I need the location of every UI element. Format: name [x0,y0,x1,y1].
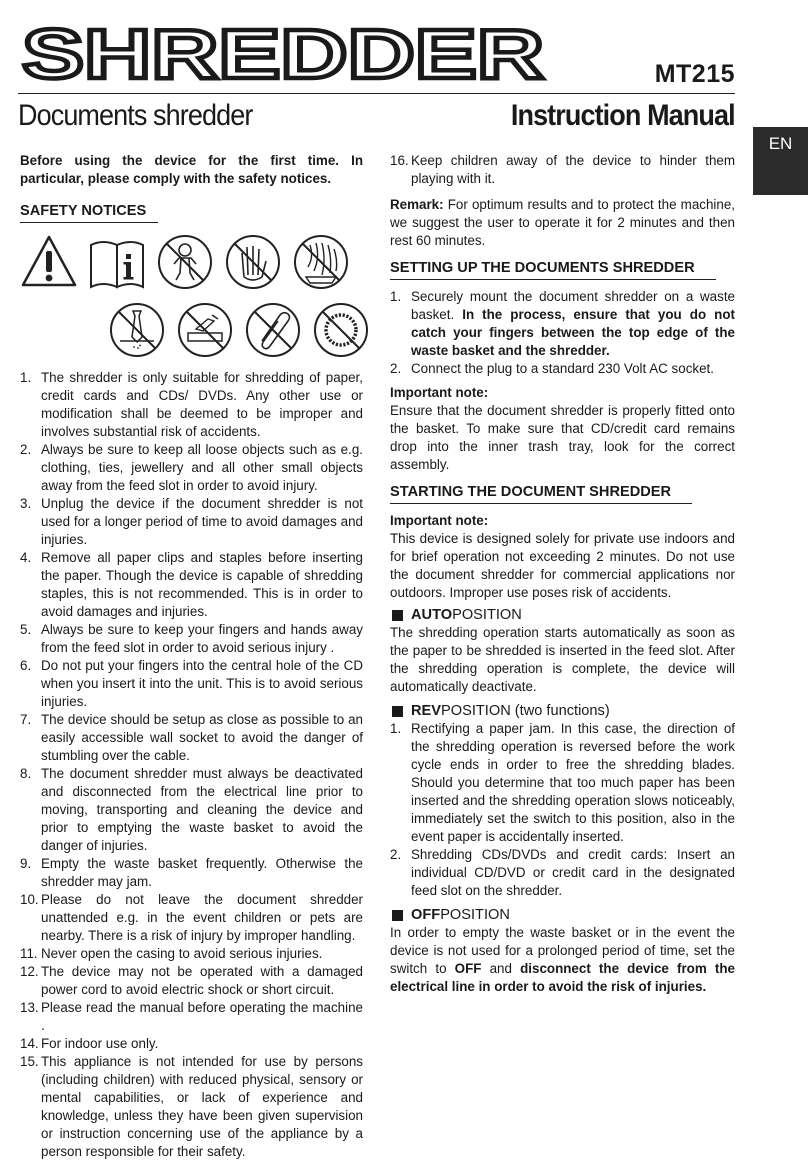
list-item: 5. Always be sure to keep your fingers and hands away from the feed slot in order to avoid serious injury . [20,622,363,655]
no-metal-objects-icon [176,301,234,359]
header-divider [18,93,735,94]
read-manual-icon [88,233,146,291]
list-item: 4. Remove all paper clips and staples before inserting the paper. Though the device is capable of shredding staples, this is not recommended. This is in order to avoid damages and injuries. [20,550,363,619]
setup-note-text: Ensure that the document shredder is properly fitted onto the basket. To make sure that CD/credit card remains drop into the inner trash tray, look for the correct assembly. [390,403,735,472]
auto-position-heading: AUTO POSITION [390,606,735,624]
language-tab: EN [753,127,808,195]
starting-note-label: Important note: [390,513,489,528]
list-item: 8. The document shredder must always be deactivated and disconnected from the electrical line prior to moving, transporting and cleaning the device and prior to emptying the waste basket to avoid the danger of injuries. [20,766,363,853]
auto-position-text: The shredding operation starts automatically as soon as the paper to be shredded is inserted in the feed slot. After the shredding operation is complete, the device will automatically deactivate. [390,625,735,694]
list-item: 1. Rectifying a paper jam. In this case, the direction of the shredding operation is reversed before the work cycle ends in order to free the shredding blades. Should you determine that too much paper has been inserted and the shredding operation slows noticeably, immediately set the switch to this position, also in the event paper is accidentally inserted. [390,721,735,844]
no-paper-clips-icon [244,301,302,359]
bullet-square-icon [392,610,403,621]
no-hair-icon [292,233,350,291]
right-column [390,152,735,996]
document-subtitle: Documents shredder [18,99,253,132]
list-item: 16. Keep children away of the device to hinder them playing with it. [390,153,735,186]
list-item: 9. Empty the waste basket frequently. Otherwise the shredder may jam. [20,856,363,889]
remark [390,196,735,250]
starting-heading: STARTING THE DOCUMENT SHREDDER [390,483,692,504]
list-item: 13. Please read the manual before operating the machine . [20,1000,363,1033]
list-item: 1. The shredder is only suitable for shredding of paper, credit cards and CDs/ DVDs. Any other use or modification shall be deemed to be improper and involves substantial risk of accidents. [20,370,363,439]
list-item: 1. Securely mount the document shredder on a waste basket. In the process, ensure that you do not catch your fingers between the top edge of the waste basket and the shredder. [390,289,735,358]
list-item: 6. Do not put your fingers into the central hole of the CD when you insert it into the unit. This is to avoid serious injuries. [20,658,363,709]
setup-list [390,288,735,378]
no-jewellery-icon [312,301,370,359]
no-hands-icon [224,233,282,291]
no-children-icon [156,233,214,291]
setup-heading: SETTING UP THE DOCUMENTS SHREDDER [390,259,716,280]
list-item: 2. Connect the plug to a standard 230 Volt AC socket. [390,361,714,376]
list-item: 15. This appliance is not intended for use by persons (including children) with reduced physical, sensory or mental capabilities, or lack of experience and knowledge, unless they have been given supervision or instruction concerning use of the appliance by a person responsible for their safety. [20,1054,363,1159]
no-ties-icon [108,301,166,359]
remark-label: Remark: [390,197,444,212]
list-item: 11. Never open the casing to avoid serious injuries. [20,946,323,961]
list-item: 10. Please do not leave the document shredder unattended e.g. in the event children or pets are nearby. There is a risk of injury by improper handling. [20,892,363,943]
safety-icons [20,231,363,365]
safety-list [20,369,363,1161]
safety-list-continued [390,152,735,188]
left-column [20,152,363,1161]
intro-text: Before using the device for the first time. In particular, please comply with the safety notices. [20,153,363,186]
rev-position-heading: REV POSITION (two functions) [390,702,735,720]
list-item: 3. Unplug the device if the document shredder is not used for a longer period of time to avoid damages and injuries. [20,496,363,547]
warning-icon [20,233,78,291]
list-item: 7. The device should be setup as close as possible to an easily accessible wall socket to avoid the danger of stumbling over the cable. [20,712,363,763]
shredder-logo [18,24,548,88]
list-item: 2. Always be sure to keep all loose objects such as e.g. clothing, ties, jewellery and all other small objects away from the feed slot in order to avoid injury. [20,442,363,493]
logo-text: SHREDDER [22,24,544,88]
off-position-text: In order to empty the waste basket or in the event the device is not used for a prolonged period of time, set the switch to OFF and disconnect the device from the electrical line in order to avoid the risk of injuries. [390,925,735,994]
model-number: MT215 [654,60,735,88]
off-position-heading: OFF POSITION [390,906,735,924]
rev-list [390,720,735,900]
list-item: 14. For indoor use only. [20,1036,159,1051]
list-item: 12. The device may not be operated with a damaged power cord to avoid electric shock or short circuit. [20,964,363,997]
starting-note-text: This device is designed solely for private use indoors and for brief operation not exceeding 2 minutes. Do not use the document shredder for commercial applications nor outdoors. Improper use poses risk of accidents. [390,531,735,600]
bullet-square-icon [392,706,403,717]
manual-title: Instruction Manual [511,99,735,132]
list-item: 2. Shredding CDs/DVDs and credit cards: Insert an individual CD/DVD or credit card in the designated feed slot on the shredder. [390,847,735,898]
remark-text: For optimum results and to protect the machine, we suggest the user to operate it for 2 minutes and then rest 60 minutes. [390,197,735,248]
bullet-square-icon [392,910,403,921]
safety-heading: SAFETY NOTICES [20,202,158,223]
setup-note-label: Important note: [390,385,489,400]
